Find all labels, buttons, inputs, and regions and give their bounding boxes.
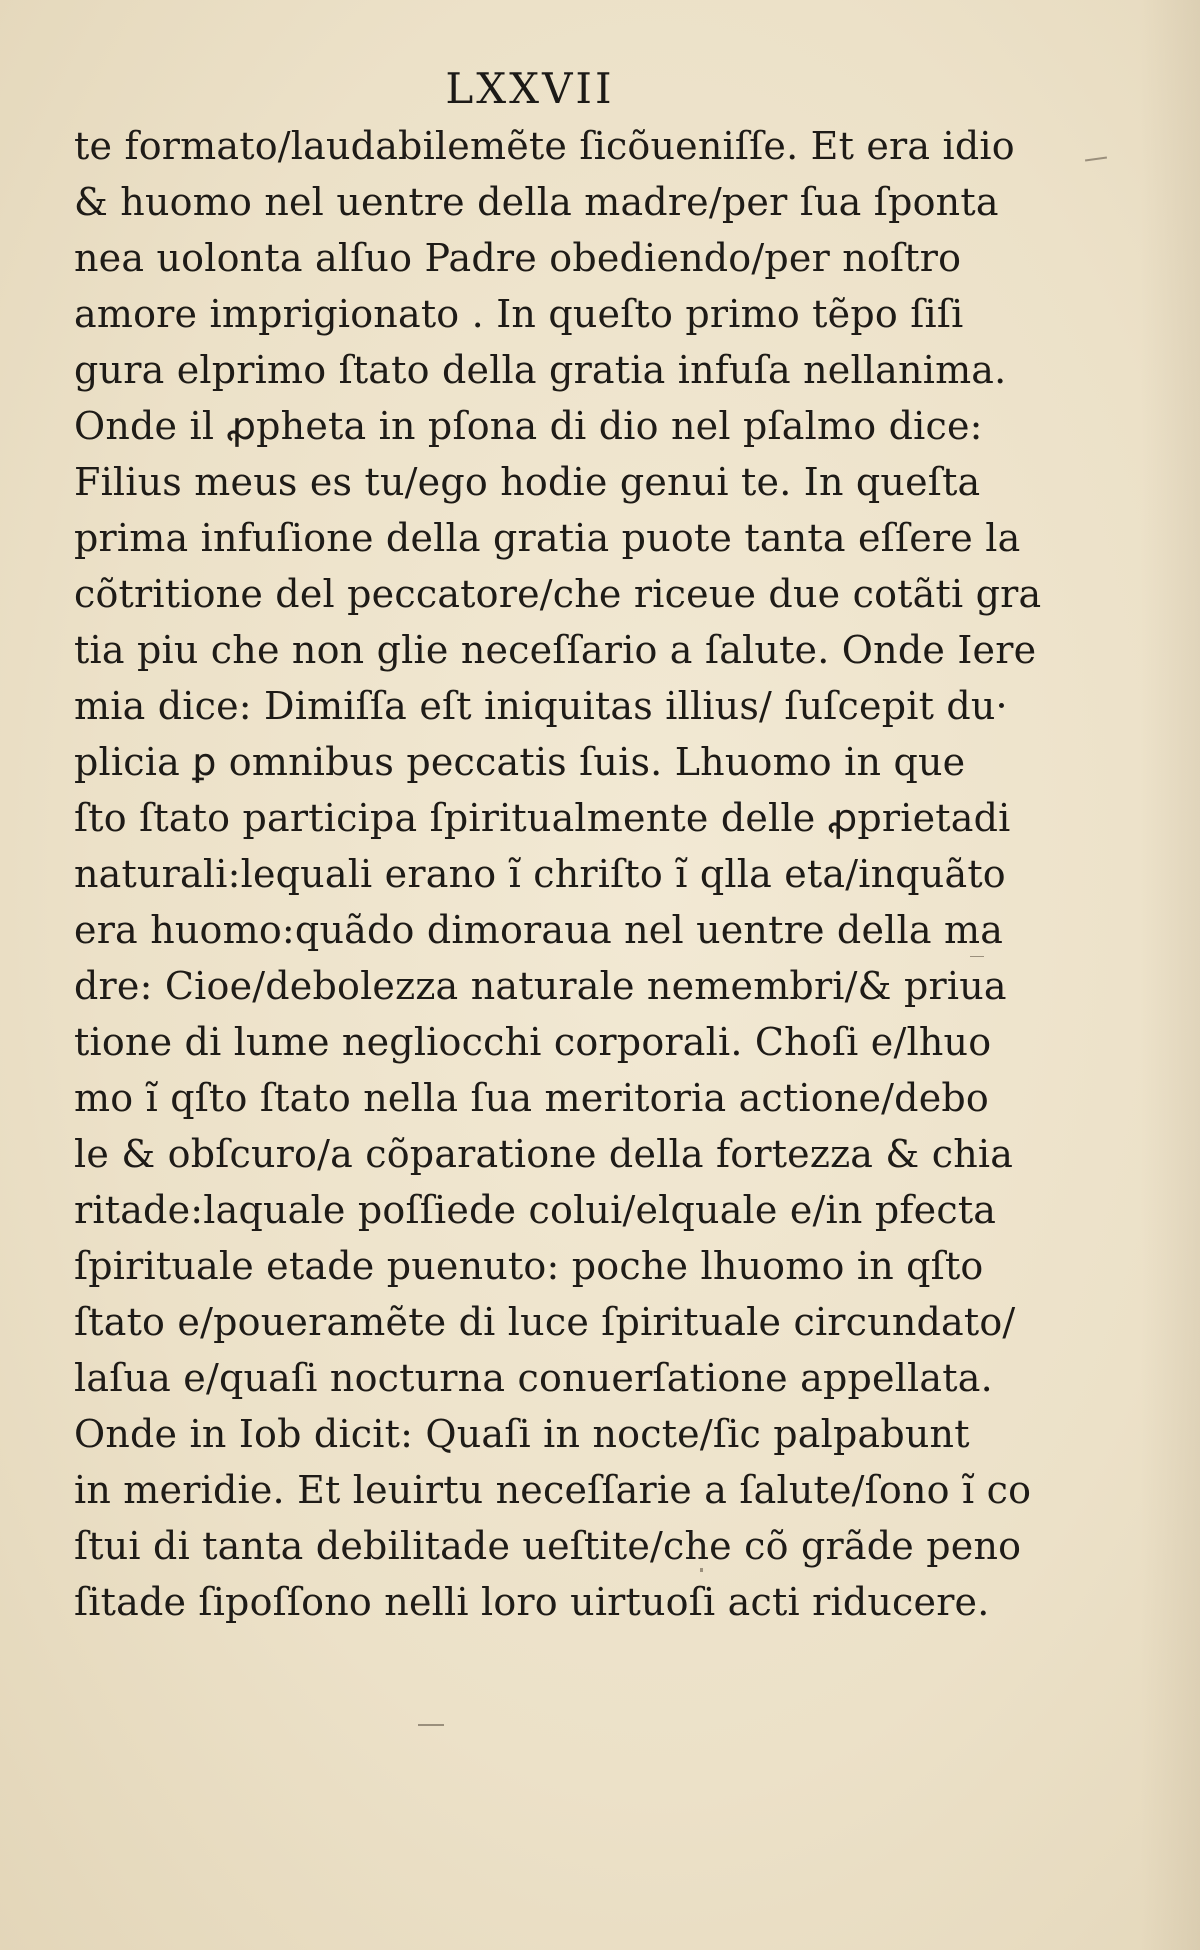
text-line: Onde in Iob dicit: Quaſi in nocte/ſic palpabunt [74, 1412, 970, 1456]
folio-number [0, 64, 1200, 113]
text-line: le & obſcuro/a cõparatione della fortezza & chia [74, 1132, 1014, 1176]
text-line: amore imprigionato . In queſto primo tẽpo ſiſi [74, 292, 964, 336]
text-line: ſpirituale etade puenuto: poche lhuomo in qſto [74, 1244, 984, 1288]
text-line: te formato/laudabilemẽte ſicõueniſſe. Et era idio [74, 124, 1015, 168]
text-line: laſua e/quaſi nocturna conuerſatione appellata. [74, 1356, 993, 1400]
text-line: dre: Cioe/debolezza naturale nemembri/& priua [74, 964, 1007, 1008]
text-line: ſto ſtato participa ſpiritualmente delle ꝓprietadi [74, 796, 1011, 840]
text-line: ſitade ſipoſſono nelli loro uirtuoſi acti riducere. [74, 1580, 990, 1624]
page-edge-shadow [1140, 0, 1200, 1950]
text-line: ſtato e/poueramẽte di luce ſpirituale circundato/ [74, 1300, 1016, 1344]
text-line: ritade:laquale poſſiede colui/elquale e/in pfecta [74, 1188, 997, 1232]
text-block [74, 118, 1042, 1630]
text-line: & huomo nel uentre della madre/per ſua ſponta [74, 180, 999, 224]
text-line: era huomo:quãdo dimoraua nel uentre della ma [74, 908, 1004, 952]
text-line: plicia ꝑ omnibus peccatis ſuis. Lhuomo in que [74, 740, 966, 784]
text-line: tia piu che non glie neceſſario a ſalute. Onde Iere [74, 628, 1037, 672]
text-line: ſtui di tanta debilitade ueſtite/che cõ grãde peno [74, 1524, 1022, 1568]
text-line: nea uolonta alſuo Padre obediendo/per noſtro [74, 236, 962, 280]
text-line: in meridie. Et leuirtu neceſſarie a ſalute/ſono ĩ co [74, 1468, 1032, 1512]
ink-mark [1085, 156, 1107, 161]
text-line: Filius meus es tu/ego hodie genui te. In queſta [74, 460, 981, 504]
text-line: cõtritione del peccatore/che riceue due cotãti gra [74, 572, 1042, 616]
text-line: gura elprimo ſtato della gratia infuſa nellanima. [74, 348, 1007, 392]
text-line: mia dice: Dimiſſa eſt iniquitas illius/ ſuſcepit du· [74, 684, 1008, 728]
ink-mark [970, 956, 984, 957]
ink-mark [418, 1724, 444, 1726]
text-line: prima infuſione della gratia puote tanta eſſere la [74, 516, 1021, 560]
text-line: mo ĩ qſto ſtato nella ſua meritoria actione/debo [74, 1076, 989, 1120]
text-line: Onde il ꝓpheta in pſona di dio nel pſalmo dice: [74, 404, 983, 448]
text-line: naturali:lequali erano ĩ chriſto ĩ qlla eta/inquãto [74, 852, 1006, 896]
ink-mark [700, 1568, 703, 1572]
folio-label: LXXVII [445, 64, 615, 113]
text-line: tione di lume negliocchi corporali. Choſi e/lhuo [74, 1020, 992, 1064]
